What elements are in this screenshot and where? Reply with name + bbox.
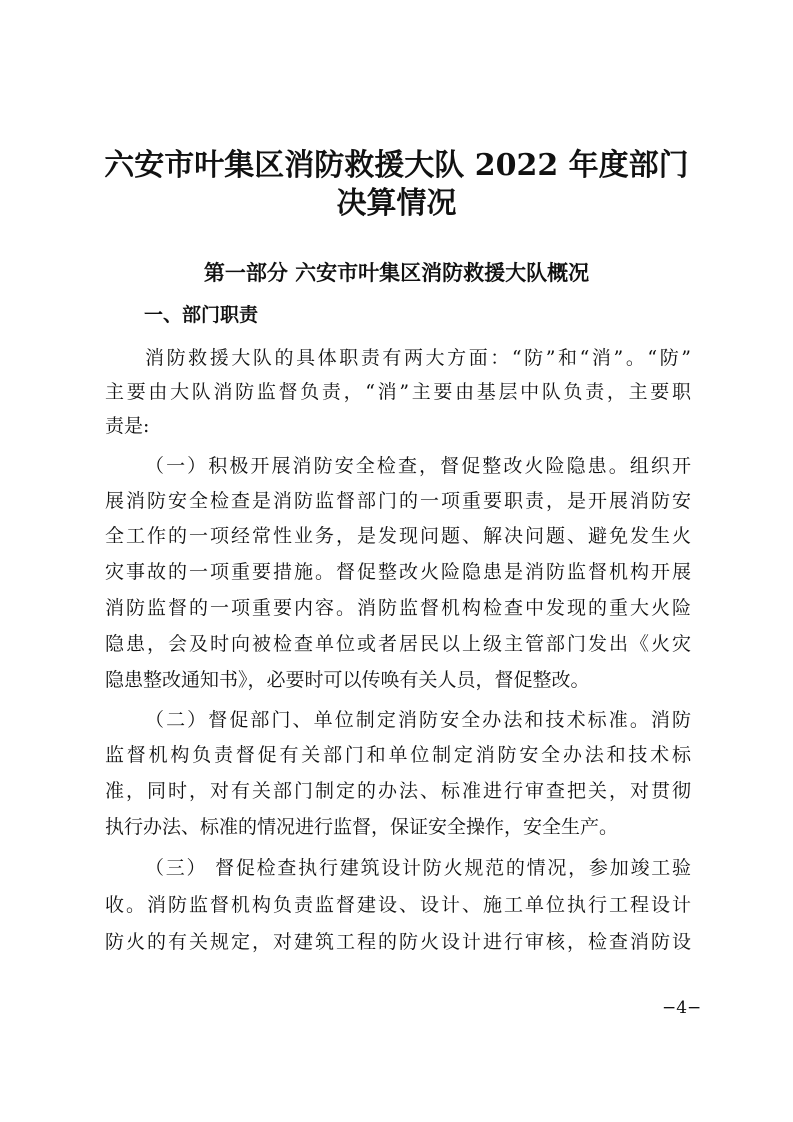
body-line: 监督机构负责督促有关部门和单位制定消防安全办法和技术标 (105, 744, 691, 766)
body-line: 消防救援大队的具体职责有两大方面：“防”和“消”。“防” (145, 347, 691, 369)
document-title-line-1: 六安市叶集区消防救援大队 2022 年度部门 (104, 148, 689, 183)
body-line: 隐患整改通知书》，必要时可以传唤有关人员，督促整改。 (105, 669, 590, 691)
body-line: 消防监督的一项重要内容。消防监督机构检查中发现的重大火险 (105, 597, 691, 619)
section-heading: 一、部门职责 (144, 304, 259, 326)
body-line: 全工作的一项经常性业务，是发现问题、解决问题、避免发生火 (105, 525, 691, 547)
body-line: 执行办法、标准的情况进行监督，保证安全操作，安全生产。 (105, 816, 619, 838)
body-line: 责是: (105, 415, 150, 437)
body-line: 灾事故的一项重要措施。督促整改火险隐患是消防监督机构开展 (105, 561, 691, 583)
page-number: −4− (662, 998, 702, 1018)
document-title-line-2: 决算情况 (336, 186, 457, 221)
body-line: （二）督促部门、单位制定消防安全办法和技术标准。消防 (145, 709, 691, 731)
body-line: 展消防安全检查是消防监督部门的一项重要职责，是开展消防安 (105, 490, 691, 512)
body-line: 防火的有关规定，对建筑工程的防火设计进行审核，检查消防设 (105, 931, 691, 953)
body-line: 隐患，会及时向被检查单位或者居民以上级主管部门发出《火灾 (105, 633, 691, 655)
body-line: （一）积极开展消防安全检查，督促整改火险隐患。组织开 (145, 455, 691, 477)
part-heading: 第一部分 六安市叶集区消防救援大队概况 (203, 260, 590, 285)
body-line: 主要由大队消防监督负责，“消”主要由基层中队负责，主要职 (105, 381, 691, 403)
body-line: 准，同时，对有关部门制定的办法、标准进行审查把关，对贯彻 (105, 780, 691, 802)
body-line: 收。消防监督机构负责监督建设、设计、施工单位执行工程设计 (105, 894, 691, 916)
body-line: （三） 督促检查执行建筑设计防火规范的情况，参加竣工验 (145, 857, 691, 879)
